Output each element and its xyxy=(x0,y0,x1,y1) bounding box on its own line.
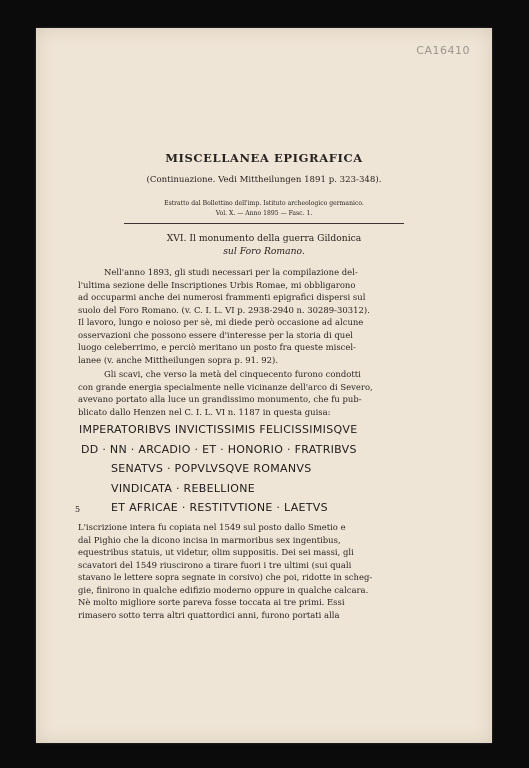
text-line: ad occuparmi anche dei numerosi frammenti epigrafici dispersi sul xyxy=(78,292,366,302)
text-line: blicato dallo Henzen nel C. I. L. VI n. 1187 in questa guisa: xyxy=(78,406,331,417)
catalog-mark: CA16410 xyxy=(416,44,470,57)
text-line: con grande energia specialmente nelle vicinanze dell'arco di Severo, xyxy=(78,381,373,392)
document-title: MISCELLANEA EPIGRAFICA xyxy=(165,151,363,165)
inscription-line-number: 5 xyxy=(75,505,81,514)
text-line: Il lavoro, lungo e noioso per sè, mi diede però occasione ad alcune xyxy=(78,317,364,327)
paragraph-3 xyxy=(78,521,456,621)
document-page xyxy=(36,28,492,743)
text-line: Nell'anno 1893, gli studi necessari per la compilazione del- xyxy=(104,267,358,277)
section-heading: XVI. Il monumento della guerra Gildonica xyxy=(166,233,362,244)
paragraph-2 xyxy=(78,368,456,418)
text-line: lanee (v. anche Mittheilungen sopra p. 91. 92). xyxy=(78,354,279,365)
text-line: dal Pighio che la dicono incisa in marmoribus sex ingentibus, xyxy=(78,534,341,545)
inscription-line: VINDICATA · REBELLIONE xyxy=(111,481,255,495)
text-line: suolo del Foro Romano. (v. C. I. L. VI p. 2938-2940 n. 30289-30312). xyxy=(78,304,370,315)
text-line: l'ultima sezione delle Inscriptiones Urbis Romae, mi obbligarono xyxy=(78,279,356,290)
text-line: equestribus statuis, ut videtur, olim suppositis. Dei sei massi, gli xyxy=(78,547,354,557)
text-line: L'iscrizione intera fu copiata nel 1549 sul posto dallo Smetio e xyxy=(78,522,346,532)
header-rule xyxy=(124,223,404,224)
extract-note xyxy=(36,199,492,219)
inscription-line: DD · NN · ARCADIO · ET · HONORIO · FRATRIBVS xyxy=(81,442,357,456)
text-line: rimasero sotto terra altri quattordici anni, furono portati alla xyxy=(78,609,340,620)
text-line: gie, finirono in qualche edifizio moderno oppure in qualche calcara. xyxy=(78,584,369,595)
extract-line: Estratto dal Bollettino dell'imp. Istituto archeologico germanico. xyxy=(164,200,364,207)
text-line: scavatori del 1549 riuscirono a tirare fuori i tre ultimi (sui quali xyxy=(78,559,352,570)
text-line: luogo celeberrimo, e perciò meritano un posto fra queste miscel- xyxy=(78,342,356,352)
paragraph-1 xyxy=(78,266,456,366)
text-line: avevano portato alla luce un grandissimo monumento, che fu pub- xyxy=(78,394,362,404)
text-line: Gli scavi, che verso la metà del cinquecento furono condotti xyxy=(104,369,361,379)
extract-line: Vol. X. — Anno 1895 — Fasc. 1. xyxy=(215,210,313,217)
text-line: osservazioni che possono essere d'interesse per la storia di quel xyxy=(78,329,353,340)
inscription-block xyxy=(75,420,459,518)
text-line: stavano le lettere sopra segnate in corsivo) che poi, ridotte in scheg- xyxy=(78,572,373,582)
inscription-line: SENATVS · POPVLVSQVE ROMANVS xyxy=(111,462,312,475)
section-subheading: sul Foro Romano. xyxy=(223,246,305,257)
text-line: Nè molto migliore sorte pareva fosse toccata ai tre primi. Essi xyxy=(78,597,345,607)
inscription-line: IMPERATORIBVS INVICTISSIMIS FELICISSIMISQVE xyxy=(79,423,358,436)
inscription-line: ET AFRICAE · RESTITVTIONE · LAETVS xyxy=(111,501,328,514)
document-subtitle: (Continuazione. Vedi Mittheilungen 1891 p. 323-348). xyxy=(146,175,382,185)
